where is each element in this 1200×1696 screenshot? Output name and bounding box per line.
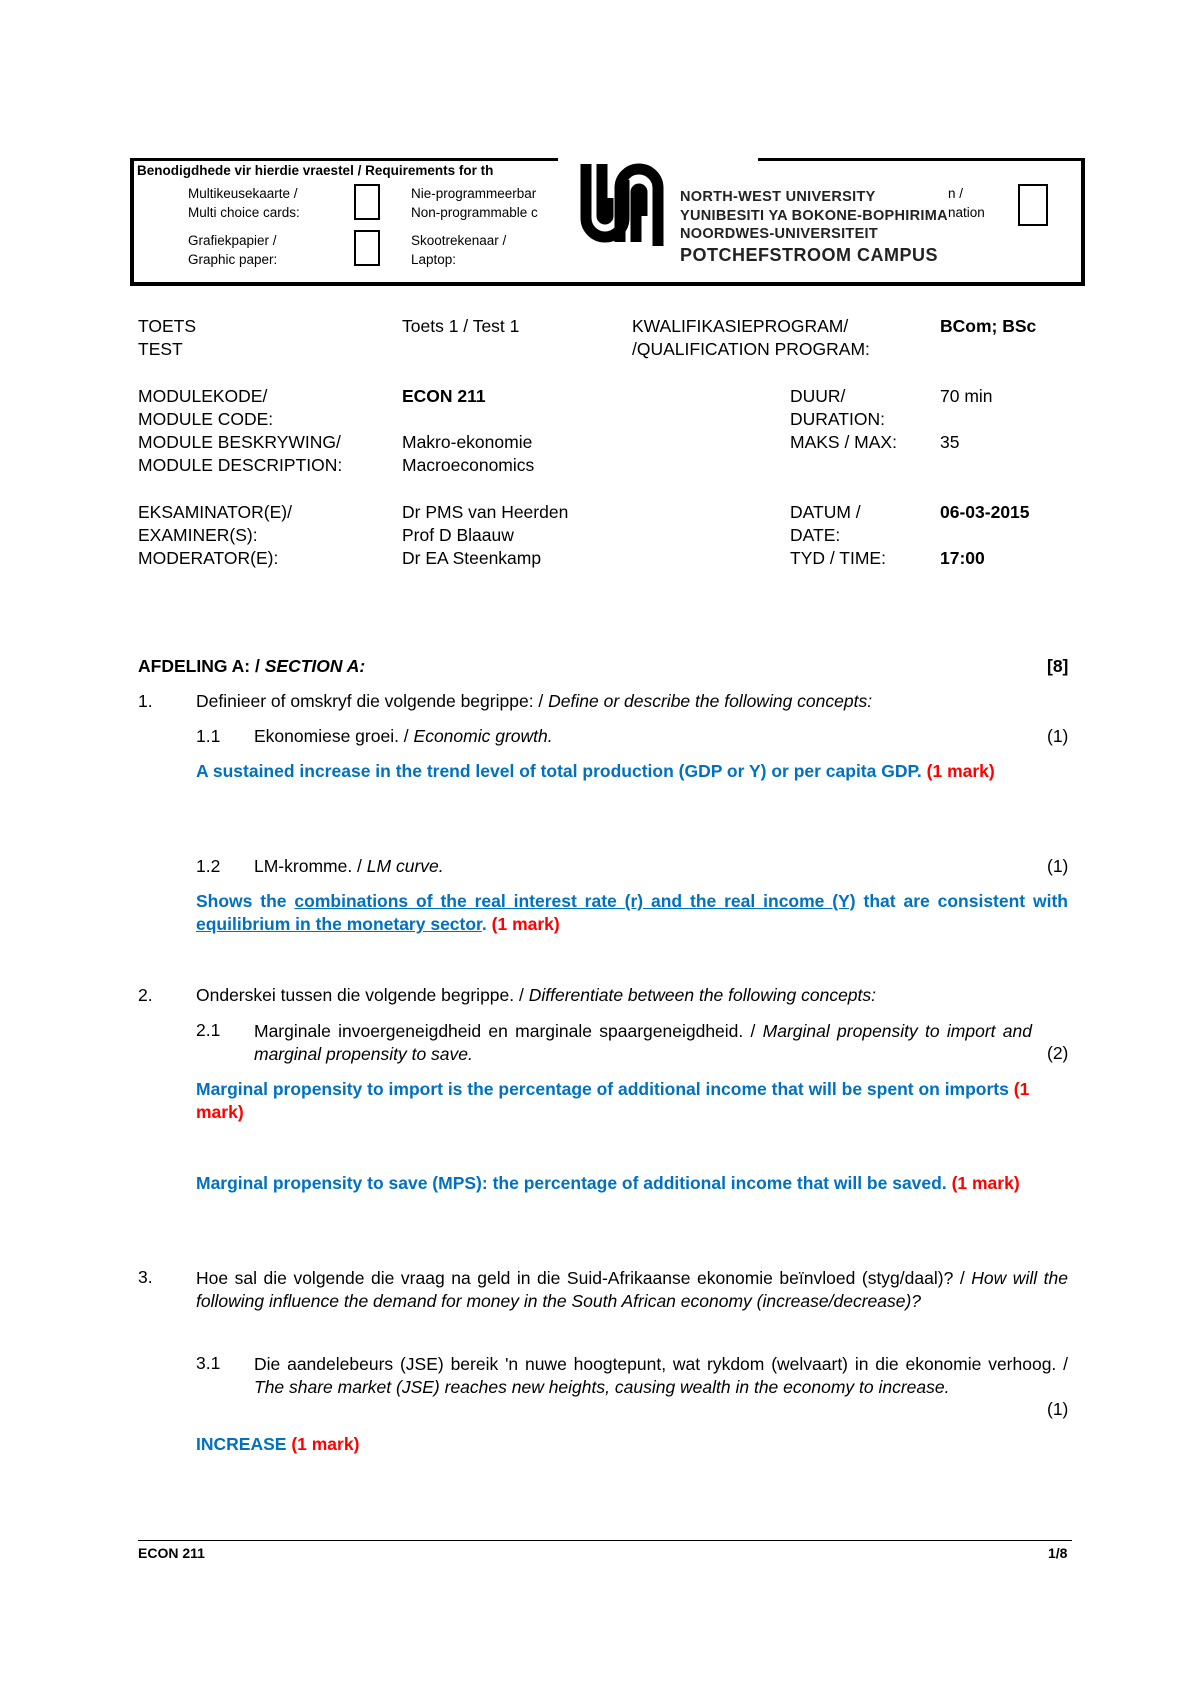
q1-1-answer [196, 760, 1068, 783]
q1-1-text-af: Ekonomiese groei. / [254, 726, 414, 746]
q1-2-answer-underline-1: combinations of the real interest rate (r) and the real income (Y) [294, 891, 856, 911]
requirements-right-label-1: n / [948, 186, 964, 201]
q1-text [196, 691, 872, 712]
q2-1-answer-b [196, 1172, 1068, 1195]
q3-1-marks: (1) [1047, 1399, 1069, 1419]
q2-number: 2. [138, 985, 153, 1005]
q1-text-en: Define or describe the following concepts: [548, 691, 873, 711]
q2-1-answer-a [196, 1078, 1068, 1124]
q1-text-af: Definieer of omskryf die volgende begrippe: / [196, 691, 549, 711]
max-label: MAKS / MAX: [790, 432, 897, 452]
q1-2-answer-part-2: that are consistent with [855, 891, 1069, 911]
q1-1-number: 1.1 [196, 726, 221, 746]
footer-rule [138, 1540, 1072, 1541]
module-desc-label-af: MODULE BESKRYWING/ [138, 432, 341, 452]
module-code-label-en: MODULE CODE: [138, 409, 274, 429]
footer-page-number: 1/8 [1048, 1545, 1068, 1561]
q2-text-en: Differentiate between the following concepts: [528, 985, 877, 1005]
qualification-label-af: KWALIFIKASIEPROGRAM/ [632, 316, 849, 336]
q3-text-af: Hoe sal die volgende die vraag na geld in die Suid-Afrikaanse ekonomie beïnvloed (styg/daal)? / [196, 1268, 972, 1288]
duration-label-af: DUUR/ [790, 386, 846, 406]
graph-paper-checkbox[interactable] [354, 230, 380, 266]
footer-module: ECON 211 [138, 1545, 205, 1561]
q2-text-af: Onderskei tussen die volgende begrippe. / [196, 985, 529, 1005]
calculator-label-af: Nie-programmeerbar [411, 186, 537, 201]
q3-text [196, 1267, 1068, 1313]
section-heading [138, 656, 365, 677]
calculator-label-en: Non-programmable c [411, 205, 538, 220]
q2-text [196, 985, 876, 1006]
q1-number: 1. [138, 691, 153, 711]
q2-1-answer-a-mark: (1 mark) [196, 1079, 1030, 1122]
duration-value: 70 min [940, 386, 993, 406]
q1-1-answer-text: A sustained increase in the trend level of total production (GDP or Y) or per capita GDP. [196, 761, 922, 781]
multi-choice-label-af: Multikeusekaarte / [188, 186, 298, 201]
time-value: 17:00 [940, 548, 985, 568]
q2-1-answer-a-text: Marginal propensity to import is the percentage of additional income that will be spent on imports [196, 1079, 1009, 1099]
logo-line-1: NORTH-WEST UNIVERSITY [680, 189, 876, 205]
q3-1-number: 3.1 [196, 1353, 221, 1373]
q1-2-answer-mark: (1 mark) [491, 914, 560, 934]
q3-1-answer-mark: (1 mark) [291, 1434, 360, 1454]
section-title-af: AFDELING A: / [138, 656, 265, 676]
multi-choice-label-en: Multi choice cards: [188, 205, 300, 220]
date-label-af: DATUM / [790, 502, 861, 522]
q3-1-answer-text: INCREASE [196, 1434, 287, 1454]
requirements-title: Benodigdhede vir hierdie vraestel / Requirements for th [137, 163, 494, 178]
date-value: 06-03-2015 [940, 502, 1030, 522]
q1-2-answer-part-1: Shows the [196, 891, 295, 911]
q3-1-text-en: The share market (JSE) reaches new heights, causing wealth in the economy to increase. [254, 1377, 950, 1397]
requirements-right-checkbox[interactable] [1018, 184, 1048, 226]
max-value: 35 [940, 432, 960, 452]
qualification-value: BCom; BSc [940, 316, 1037, 336]
q1-2-text-af: LM-kromme. / [254, 856, 367, 876]
module-code-value: ECON 211 [402, 386, 486, 406]
laptop-label-en: Laptop: [411, 252, 457, 267]
q1-2-text-en: LM curve. [366, 856, 444, 876]
q2-1-text-af: Marginale invoergeneigdheid en marginale spaargeneigdheid. / [254, 1021, 763, 1041]
q1-2-marks: (1) [1047, 856, 1069, 876]
q2-1-text [254, 1020, 1032, 1066]
q2-1-text-en: Marginal propensity to import and marginal propensity to save. [254, 1021, 1033, 1064]
examiner-label-af: EKSAMINATOR(E)/ [138, 502, 292, 522]
section-marks: [8] [1047, 656, 1069, 676]
q3-1-text-af: Die aandelebeurs (JSE) bereik 'n nuwe hoogtepunt, wat rykdom (welvaart) in die ekonomie verhoog. / [254, 1354, 1068, 1374]
examiner-label-en: EXAMINER(S): [138, 525, 258, 545]
time-label: TYD / TIME: [790, 548, 886, 568]
q1-2-answer-part-3: . [481, 914, 487, 934]
q3-1-text [254, 1353, 1068, 1399]
module-code-label-af: MODULEKODE/ [138, 386, 268, 406]
q3-number: 3. [138, 1267, 153, 1287]
q3-1-answer [196, 1434, 359, 1455]
examiner-1: Dr PMS van Heerden [402, 502, 569, 522]
q3-text-en: How will the following influence the demand for money in the South African economy (increase/decrease)? [196, 1268, 1068, 1311]
q1-1-answer-mark: (1 mark) [926, 761, 995, 781]
q1-1-marks: (1) [1047, 726, 1069, 746]
test-label-af: TOETS [138, 316, 197, 336]
examiner-2: Prof D Blaauw [402, 525, 514, 545]
q1-2-text [254, 856, 444, 877]
requirements-right-label-2: nation [948, 205, 985, 220]
multi-choice-checkbox[interactable] [354, 184, 380, 220]
section-title-en: SECTION A: [264, 656, 366, 676]
laptop-label-af: Skootrekenaar / [411, 233, 507, 248]
graph-paper-label-af: Grafiekpapier / [188, 233, 277, 248]
q2-1-answer-b-mark: (1 mark) [951, 1173, 1020, 1193]
module-desc-value-en: Macroeconomics [402, 455, 535, 475]
logo-line-4: POTCHEFSTROOM CAMPUS [680, 245, 939, 265]
q2-1-marks: (2) [1047, 1043, 1069, 1063]
module-desc-label-en: MODULE DESCRIPTION: [138, 455, 343, 475]
moderator-value: Dr EA Steenkamp [402, 548, 542, 568]
q1-1-text [254, 726, 553, 747]
q1-2-number: 1.2 [196, 856, 221, 876]
test-label-en: TEST [138, 339, 183, 359]
university-logo [576, 158, 668, 264]
date-label-en: DATE: [790, 525, 841, 545]
test-value: Toets 1 / Test 1 [402, 316, 520, 336]
q1-2-answer [196, 890, 1068, 936]
duration-label-en: DURATION: [790, 409, 885, 429]
logo-line-3: NOORDWES-UNIVERSITEIT [680, 226, 879, 242]
qualification-label-en: /QUALIFICATION PROGRAM: [632, 339, 870, 359]
q1-2-answer-underline-2: equilibrium in the monetary sector [196, 914, 482, 934]
module-desc-value-af: Makro-ekonomie [402, 432, 533, 452]
q2-1-answer-b-text: Marginal propensity to save (MPS): the percentage of additional income that will be saved. [196, 1173, 947, 1193]
graph-paper-label-en: Graphic paper: [188, 252, 278, 267]
q2-1-number: 2.1 [196, 1020, 221, 1040]
q1-1-text-en: Economic growth. [413, 726, 553, 746]
logo-line-2: YUNIBESITI YA BOKONE-BOPHIRIMA [680, 208, 948, 224]
moderator-label: MODERATOR(E): [138, 548, 279, 568]
